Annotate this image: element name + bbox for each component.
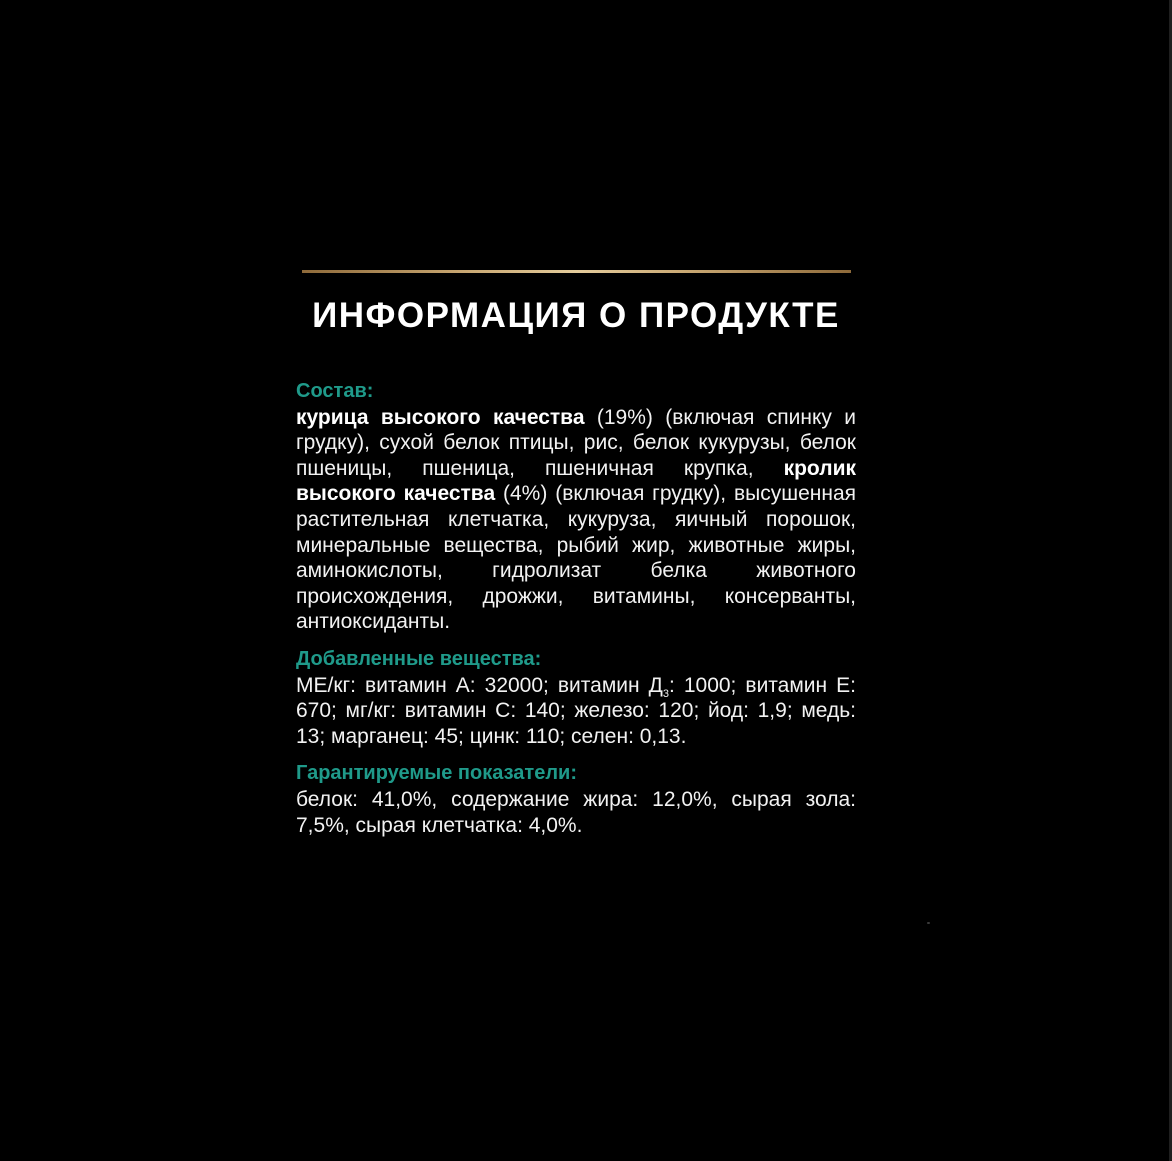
guaranteed-section	[296, 761, 856, 838]
page-title: ИНФОРМАЦИЯ О ПРОДУКТЕ	[312, 296, 840, 335]
additives-heading: Добавленные вещества:	[296, 647, 542, 670]
guaranteed-heading: Гарантируемые показатели:	[296, 762, 577, 785]
composition-bold-chicken: курица высокого качества	[296, 405, 585, 429]
composition-text	[296, 405, 856, 635]
composition-text-part-2: (4%) (включая грудку), высушенная растительная клетчатка, кукуруза, яичный порошок, минеральные вещества, рыбий жир, животные жиры, аминокислоты, гидролизат белка животного происхождения, дрожжи, витамины, консерванты, антиоксиданты.	[296, 482, 856, 634]
additives-text	[296, 673, 856, 750]
composition-text-part-1: (19%) (включая спинку и грудку), сухой белок птицы, рис, белок кукурузы, белок пшеницы, пшеница, пшеничная крупка,	[296, 405, 856, 480]
product-info-content	[296, 379, 856, 838]
composition-bold-rabbit: кролик высокого качества	[296, 456, 856, 506]
composition-heading: Состав:	[296, 380, 374, 402]
additives-text-part-1: МЕ/кг: витамин А: 32000; витамин Д	[296, 673, 663, 697]
additives-text-part-2: : 1000; витамин Е: 670; мг/кг: витамин С: 140; железо: 120; йод: 1,9; медь: 13; марганец: 45; цинк: 110; селен: 0,13.	[296, 673, 856, 748]
vitamin-d-subscript: 3	[662, 687, 669, 700]
additives-section	[296, 647, 856, 749]
gold-divider-line	[302, 270, 851, 273]
guaranteed-text: белок: 41,0%, содержание жира: 12,0%, сырая зола: 7,5%, сырая клетчатка: 4,0%.	[296, 787, 856, 837]
composition-section	[296, 379, 856, 635]
background-speck	[927, 922, 930, 924]
